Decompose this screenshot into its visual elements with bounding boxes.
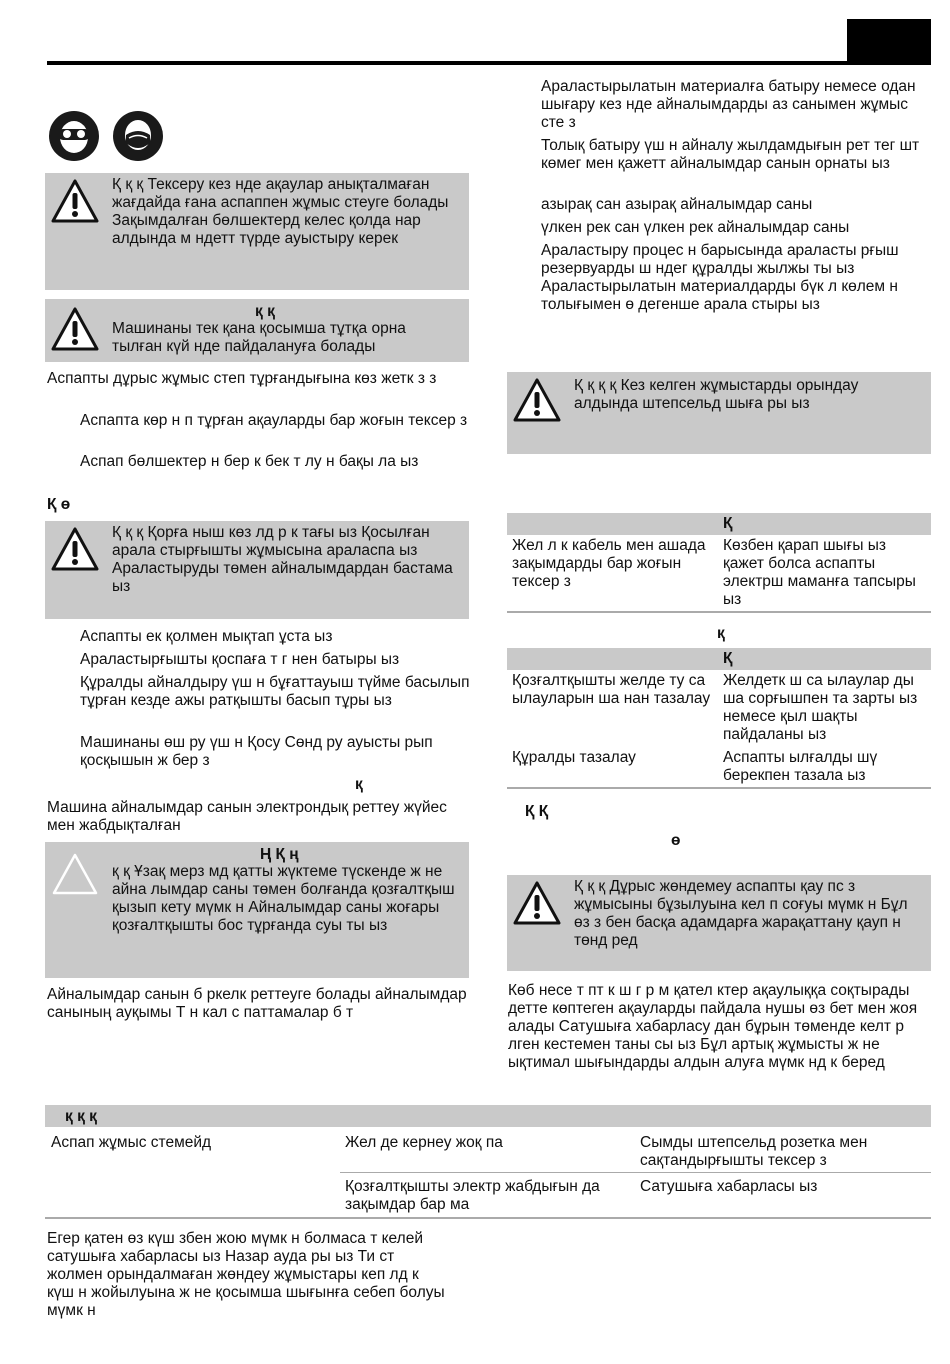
attention-triangle-icon [51,852,99,896]
paragraph: Араластыру процес н барысында араласты рғыш резервуарды ш ндег құралды жылжы ты ыз Араластырылатын материалдарды бүк л көлем н толығымен ө дегенше арала стыры ыз [541,242,899,313]
table-cell: Жел де кернеу жоқ па [345,1134,503,1151]
divider [340,1172,931,1173]
warning-heading: Ң Қ ң [260,846,299,863]
section-heading: қ [717,625,725,642]
table-cell: Сатушыға хабарласы ыз [640,1178,818,1195]
goggles-icon [49,111,99,161]
paragraph: азырақ сан азырақ айналымдар саны [541,196,813,213]
warning-text: Қ қ қ Қорға ныш көз лд р к тағы ыз Қосылған арала стырғышты жұмысына араласпа ыз Араластыруды төмен айналымдардан бастама ыз [112,524,453,595]
paragraph: Аспапты дұрыс жұмыс степ тұрғандығына көз жетк з з [47,370,437,387]
warning-text: Қ қ қ қ Кез келген жұмыстарды орындау алдында штепсельд шыға ры ыз [574,377,859,412]
list-item: Машинаны өш ру үш н Қосу Сөнд ру ауысты рып қосқышын ж бер з [80,734,433,769]
warning-text: Қ қ қ Дұрыс жөндемеу аспапты қау пс з жұмысыны бұзылуына кел п соғуы мүмк н Бұл өз з бен басқа адамдарға жарақаттану қауп н төнд ред [574,878,908,949]
warning-box-inspection [45,173,469,290]
table-cell: Сымды штепсельд розетка мен сақтандырғышты тексер з [640,1134,868,1169]
table-cell: Жел л к кабель мен ашада зақымдарды бар жоғын тексер з [512,537,706,590]
paragraph: Егер қатен өз күш збен жою мүмк н болмаса т келей сатушыға хабарласы ыз Назар ауда ры ыз Ти ст жолмен орындалмаған жөндеу жұмыстары кеп лд к күш н жойылуына ж не қосымша шығынға себеп болуы мүмк н [47,1230,445,1319]
divider [45,1217,931,1219]
paragraph: Машина айналымдар санын электрондық реттеу жүйес мен жабдықталған [47,799,447,834]
warning-text: Қ қ қ Тексеру кез нде ақаулар анықталмаған жағдайда ғана аспаппен жұмыс стеуге болады Зақымдалған бөлшектерд келес қолда нар алдында м ндетт түрде ауыстыру керек [112,176,449,247]
table-cell: Құралды тазалау [512,749,636,766]
warning-box-repair [507,875,931,971]
warning-box-handle [45,299,469,362]
page-number-block [847,19,931,63]
header-rule [47,61,931,65]
paragraph: Айналымдар санын б ркелк реттеуге болады айналымдар санының ауқымы Т н кал с паттамалар б т [47,986,467,1021]
warning-heading: қ қ [255,303,275,320]
list-item: Араластырғышты қоспаға т г нен батыры ыз [80,651,400,668]
table-header: қ қ қ [45,1105,931,1127]
warning-triangle-icon [513,881,561,925]
list-item: Аспап бөлшектер н бер к бек т лу н бақы ла ыз [80,453,419,470]
paragraph: үлкен рек сан үлкен рек айналымдар саны [541,219,850,236]
warning-triangle-icon [51,527,99,571]
warning-box-unplug [507,372,931,454]
paragraph: Көб несе т пт к ш г р м қател ктер ақаулыққа соқтырады детте көптеген ақауларды пайдала нушы өз бет мен жоя алады Сатушыға хабарласу дан бұрын төменде келт р лген кестемен таны сы ыз Бұл артық жұмысты ж не ықтимал шығындарды алдын алуға мүмк нд к беред [508,982,918,1071]
table-cell: Желдетк ш са ылаулар ды ша сорғышпен та зарты ыз немесе қыл шақты пайдаланы ыз [723,672,918,743]
table-header: Қ [507,648,931,670]
warning-text: қ қ Ұзақ мерз мд қатты жүктеме түскенде ж не айна лымдар саны төмен болғанда қозғалтқыш қызып кету мүмк н Айналымдар саны жоғары қозғалтқышты бос тұрғанда суы ты ыз [112,863,455,934]
table-cell: Қозғалтқышты желде ту са ылауларын ша нан тазалау [512,672,711,707]
divider [507,611,931,613]
warning-text: Машинаны тек қана қосымша тұтқа орна тылған күй нде пайдалануға болады [112,320,406,355]
warning-triangle-icon [51,307,99,351]
table-cell: Қозғалтқышты электр жабдығын да зақымдар бар ма [345,1178,600,1213]
list-item: Аспапты ек қолмен мықтап ұста ыз [80,628,333,645]
warning-triangle-icon [51,179,99,223]
list-item: Аспапта көр н п тұрған ақауларды бар жоғын тексер з [80,412,468,429]
section-heading: Қ Қ [525,803,549,820]
table-cell: Аспапты ылғалды шү берекпен тазала ыз [723,749,878,784]
paragraph: Араластырылатын материалға батыру немесе одан шығару кез нде айналымдарды аз санымен жұмыс сте з [541,78,916,131]
table-cell: Көзбен қарап шығы ыз қажет болса аспапты электрш маманға тапсыры ыз [723,537,916,608]
section-heading: қ [355,776,363,793]
table-cell: Аспап жұмыс стемейд [51,1134,212,1151]
list-item: Құралды айналдыру үш н бұғаттауыш түйме басылып тұрған кезде ажы ратқышты басып тұры ыз [80,674,470,709]
warning-triangle-icon [513,378,561,422]
divider [507,787,931,789]
section-heading: Қ ө [47,496,71,513]
mask-icon [113,111,163,161]
section-heading: ө [671,832,681,849]
table-header: Қ [507,513,931,535]
warning-box-protection [45,521,469,619]
paragraph: Толық батыру үш н айналу жылдамдығын рет тег шт көмег мен қажетт айналымдар санын орнаты ыз [541,137,920,172]
warning-box-overheat [45,842,469,978]
